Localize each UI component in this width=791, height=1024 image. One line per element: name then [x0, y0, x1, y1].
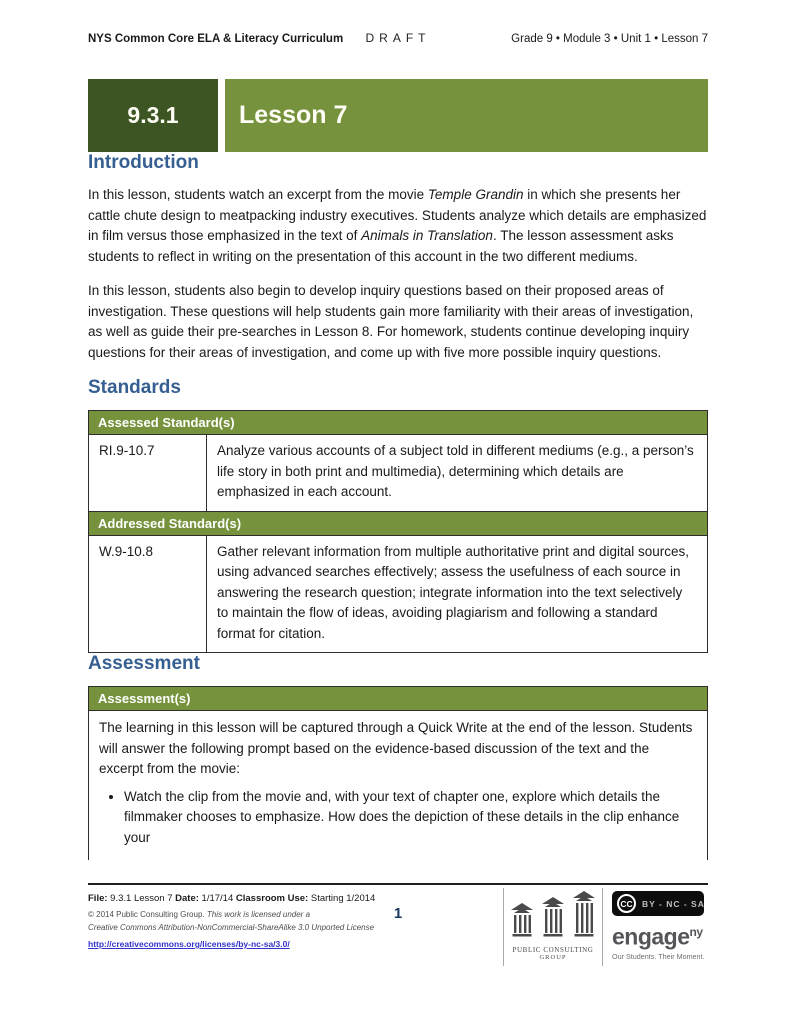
- engageny-wordmark: engage: [612, 923, 690, 950]
- footer-logos: [503, 888, 708, 966]
- assessment-body-cell: [89, 711, 708, 861]
- cc-by-nc-sa-badge: [612, 891, 704, 916]
- pcg-logo-text: [511, 946, 595, 962]
- introduction-paragraph-1: In this lesson, students watch an excerpt from the movie Temple Grandin in which she presents her cattle chute design to meatpacking industry executives. Students analyze which details are emphasized in film versus those emphasized in the text of Animals in Translation. The lesson assessment asks students to reflect in writing on the presentation of this account in the two different mediums.: [88, 187, 707, 264]
- assessment-bullet-item: • Watch the clip from the movie and, with your text of chapter one, explore which details the filmmaker chooses to emphasize. How does the depiction of these details in the clip enhance your: [124, 787, 697, 849]
- header-curriculum-title: NYS Common Core ELA & Literacy Curriculum: [88, 33, 344, 45]
- lesson-code-badge: 9.3.1: [88, 79, 218, 152]
- table-row: [89, 711, 708, 861]
- table-row: [89, 411, 708, 435]
- running-header: [88, 0, 708, 45]
- table-row: [89, 511, 708, 535]
- creative-commons-link[interactable]: http://creativecommons.org/licenses/by-nc-sa/3.0/: [88, 939, 290, 949]
- lesson-banner: [88, 79, 708, 152]
- pcg-columns-icon: [511, 926, 595, 943]
- assessment-intro-text: The learning in this lesson will be captured through a Quick Write at the end of the lesson. Students will answer the following prompt based on the evidence-based discussion of the text and the excerpt from the movie:: [99, 720, 693, 776]
- standards-heading: Standards: [88, 377, 181, 398]
- cc-license-terms: BY - NC - SA: [642, 898, 705, 909]
- footer-copyright-line: © 2014 Public Consulting Group. This work is licensed under a: [88, 910, 311, 919]
- pcg-name-line2: GROUP: [539, 954, 567, 961]
- footer-file-line: File: 9.3.1 Lesson 7 Date: 1/17/14 Classroom Use: Starting 1/2014: [88, 893, 376, 904]
- table-row: [89, 535, 708, 653]
- engageny-tagline: Our Students. Their Moment.: [612, 951, 705, 961]
- standard-code: W.9-10.8: [89, 535, 207, 653]
- standard-code: RI.9-10.7: [89, 435, 207, 512]
- assessment-table: [88, 686, 708, 860]
- assessment-table-header: Assessment(s): [89, 687, 708, 711]
- table-row: [89, 435, 708, 512]
- table-row: [89, 687, 708, 711]
- engageny-logo: [612, 920, 708, 949]
- page-number: 1: [393, 905, 403, 922]
- engageny-ny-superscript: ny: [689, 925, 703, 939]
- assessment-bullet-list: [99, 787, 697, 849]
- header-lesson-path: Grade 9 • Module 3 • Unit 1 • Lesson 7: [511, 33, 708, 45]
- introduction-heading: Introduction: [88, 152, 199, 173]
- footer-file-info: [88, 893, 428, 952]
- page-footer: [88, 883, 708, 995]
- pcg-name-line1: PUBLIC CONSULTING: [512, 946, 594, 954]
- assessment-heading: Assessment: [88, 653, 200, 674]
- footer-license-line: Creative Commons Attribution-NonCommercial-ShareAlike 3.0 Unported License: [88, 923, 375, 932]
- standard-text: Gather relevant information from multiple authoritative print and digital sources, using advanced searches effectively; assess the usefulness of each source in answering the research question; integrate information into the text selectively to maintain the flow of ideas, avoiding plagiarism and following a standard format for citation.: [207, 535, 708, 653]
- draft-watermark: DRAFT: [365, 31, 431, 45]
- addressed-standards-header: Addressed Standard(s): [89, 511, 708, 535]
- standard-text: Analyze various accounts of a subject told in different mediums (e.g., a person’s life story in both print and multimedia), determining which details are emphasized in each account.: [207, 435, 708, 512]
- public-consulting-group-logo: [503, 888, 603, 966]
- creative-commons-icon: CC: [617, 894, 636, 913]
- assessed-standards-header: Assessed Standard(s): [89, 411, 708, 435]
- license-and-engageny-block: [603, 888, 708, 961]
- banner-divider: [218, 79, 225, 152]
- lesson-title: Lesson 7: [225, 79, 708, 152]
- standards-table: [88, 410, 708, 653]
- introduction-paragraph-2: In this lesson, students also begin to develop inquiry questions based on their proposed areas of investigation. These questions will help students gain more familiarity with their areas of investigation, as well as guide their pre-searches in Lesson 8. For homework, students continue developing inquiry questions for their areas of investigation, and come up with five more possible inquiry questions.: [88, 283, 694, 360]
